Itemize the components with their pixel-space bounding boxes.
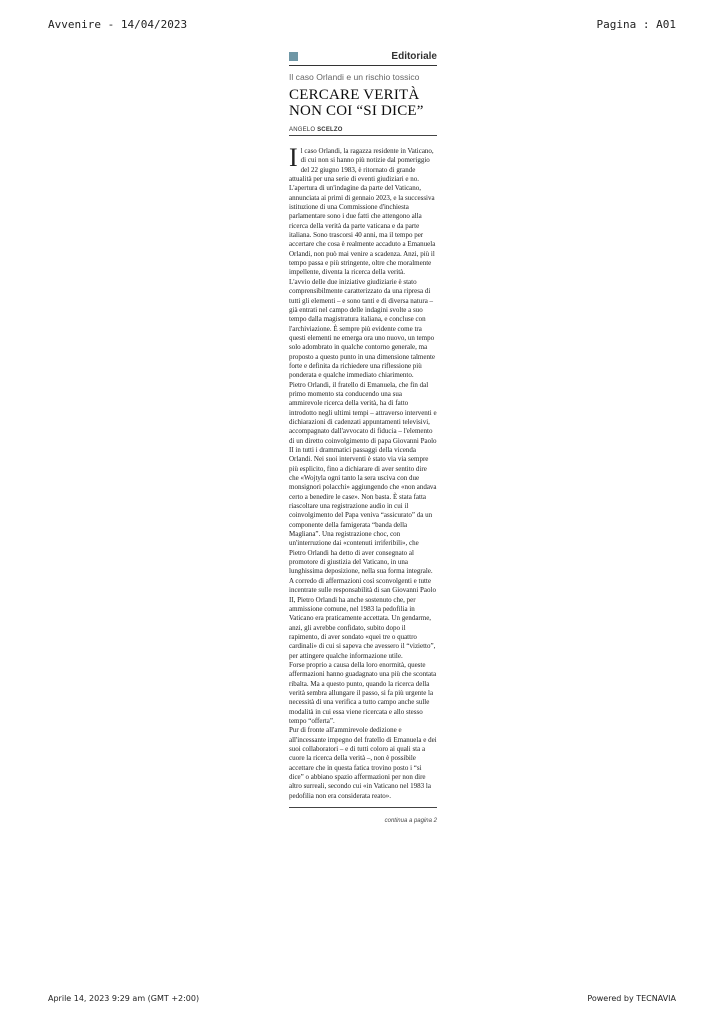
paragraph: Pur di fronte all'ammirevole dedizione e all'incessante impegno del fratello di Emanuela e dei suoi collaboratori – e di tutti coloro ai quali sta a cuore la ricerca della verità –, non è possibile accettare che in questa fatica trovino posto i “si dice” o abbiano spazio affermazioni per non dire altro surreali, secondo cui «in Vaticano nel 1983 la pedofilia non era considerata reato». — [289, 726, 437, 800]
paragraph: Forse proprio a causa della loro enormità, queste affermazioni hanno guadagnato una più che scontata ribalta. Ma a questo punto, quando la ricerca della verità sembra allungare il passo, si fa più urgente la necessità di una verifica a tutto campo anche sulle modalità in cui essa viene ricercata e allo stesso tempo “offerta”. — [289, 660, 437, 725]
section-square-icon — [289, 52, 298, 61]
article-body — [289, 143, 437, 801]
article-column — [289, 48, 437, 827]
section-label: Editoriale — [391, 51, 437, 62]
byline-last-name: SCELZO — [317, 127, 343, 133]
page-number: Pagina : A01 — [596, 18, 676, 31]
continuation-rule — [289, 807, 437, 827]
byline-first-name: ANGELO — [289, 127, 316, 133]
paragraph: Pietro Orlandi, il fratello di Emanuela, che fin dal primo momento sta conducendo una sua ammirevole ricerca della verità, ha di fatto introdotto negli ultimi tempi – attraverso interventi e dichiarazioni di cadenzati appuntamenti televisivi, accompagnato dall'avvocato di fiducia – l'elemento di un diretto coinvolgimento di papa Giovanni Paolo II in tutti i drammatici passaggi della vicenda Orlandi. Nei suoi interventi è stato via via sempre più esplicito, fino a dichiarare di aver sentito dire che «Wojtyla ogni tanto la sera usciva con due monsignori polacchi» aggiungendo che «non andava certo a benedire le case». Non basta. È stata fatta riascoltare una registrazione audio in cui il coinvolgimento del Papa veniva “assicurato” da un componente della famigerata “banda della Magliana”. Una registrazione choc, con un'interruzione dai «contenuti irriferibili», che Pietro Orlandi ha detto di aver consegnato al promotore di giustizia del Vaticano, in una lunghissima deposizione, nella sua forma integrale. A corredo di affermazioni così sconvolgenti e tutte incentrate sulle responsabilità di san Giovanni Paolo II, Pietro Orlandi ha anche sostenuto che, per ammissione comune, nel 1983 la pedofilia in Vaticano era praticamente accettata. Un gendarme, anzi, gli avrebbe confidato, subito dopo il rapimento, di aver sondato «quei tre o quattro cardinali» di cui si sapeva che avessero il “vizietto”, per attingere qualche informazione utile. — [289, 380, 437, 660]
kicker: Il caso Orlandi e un rischio tossico — [289, 72, 420, 82]
continuation-note: continua a pagina 2 — [384, 818, 437, 825]
drop-cap: I — [289, 143, 298, 172]
paragraph-text: l caso Orlandi, la ragazza residente in Vaticano, di cui non si hanno più notizie dal pomeriggio del 22 giugno 1983, è ritornato di grande attualità per una serie di eventi giudiziari e no. L'apertura di un'indagine da parte del Vaticano, annunciata ai primi di gennaio 2023, e la successiva istituzione di una Commissione d'inchiesta parlamentare sono i due fatti che attengono alla ricerca della verità da parte vaticana e da parte italiana. Sono trascorsi 40 anni, ma il tempo per accertare che cosa è realmente accaduto a Emanuela Orlandi, non può mai venire a scadenza. Anzi, più il tempo passa e più stringente, oltre che moralmente impellente, diventa la ricerca della verità. — [289, 147, 436, 277]
powered-by: Powered by TECNAVIA — [587, 994, 676, 1003]
section-bar — [289, 48, 437, 66]
paragraph: L'avvio delle due iniziative giudiziarie è stato comprensibilmente caratterizzato da una ripresa di tutti gli elementi – e sono tanti e di diversa natura – già entrati nel campo delle indagini svolte a suo tempo dalla magistratura italiana, e concluse con l'archiviazione. È sempre più evidente come tra questi elementi ne emerga ora uno nuovo, un tempo solo adombrato in qualche contorno generale, ma proposto a questo punto in una dimensione talmente forte e definita da richiedere una riflessione più ponderata e qualche immediato chiarimento. — [289, 277, 436, 380]
headline-line-2: NON COI “SI DICE” — [289, 103, 424, 119]
publication-date: Avvenire - 14/04/2023 — [48, 18, 188, 31]
byline — [289, 127, 437, 136]
timestamp: Aprile 14, 2023 9:29 am (GMT +2:00) — [48, 994, 200, 1003]
paragraph — [289, 143, 437, 278]
headline-line-1: CERCARE VERITÀ — [289, 87, 420, 103]
headline — [289, 87, 437, 119]
